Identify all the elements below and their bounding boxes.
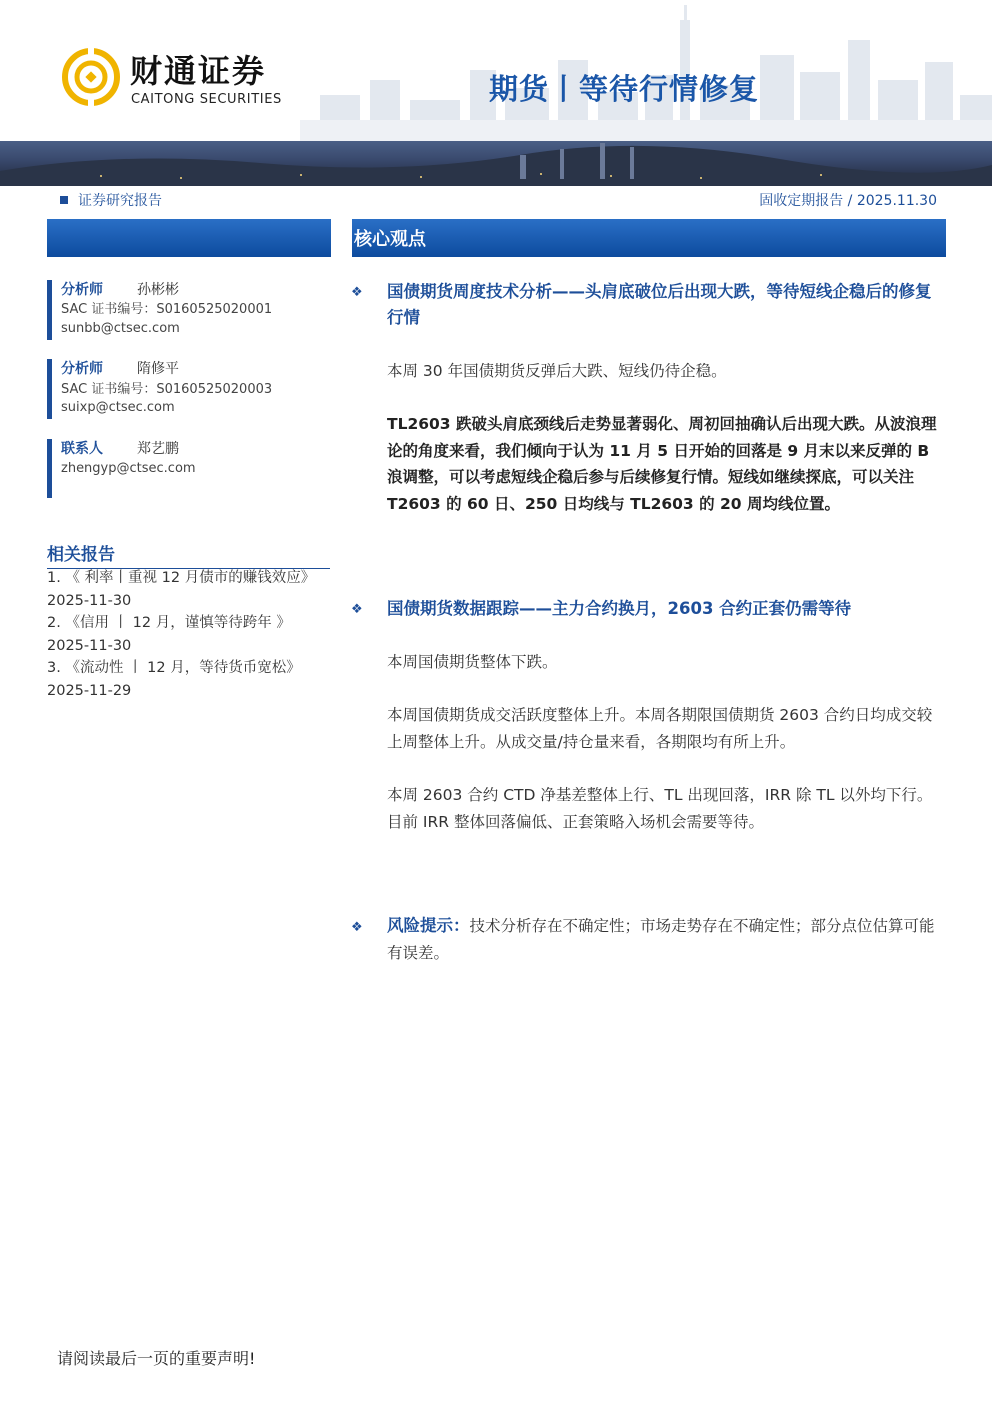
logo-english-name: CAITONG SECURITIES — [131, 92, 282, 107]
contact-role: 联系人 — [61, 441, 103, 457]
paragraph: 本周国债期货整体下跌。 — [387, 653, 558, 671]
section-heading: 国债期货数据跟踪——主力合约换月，2603 合约正套仍需等待 — [387, 599, 852, 618]
contact-email[interactable]: zhengyp@ctsec.com — [61, 461, 196, 476]
core-view-header-bar — [352, 219, 946, 257]
card-stripe — [47, 359, 52, 419]
analyst-role: 分析师 — [61, 282, 103, 298]
diamond-bullet-icon: ❖ — [351, 285, 363, 300]
section-heading: 国债期货周度技术分析——头肩底破位后出现大跌，等待短线企稳后的修复行情 — [387, 282, 932, 327]
analyst-email[interactable]: suixp@ctsec.com — [61, 400, 175, 415]
analyst-role: 分析师 — [61, 361, 103, 377]
analyst-email[interactable]: sunbb@ctsec.com — [61, 321, 180, 336]
logo-chinese-name: 财通证券 — [130, 52, 267, 90]
related-report-link[interactable]: 2. 《信用 丨 12 月，谨慎等待跨年 》 — [47, 615, 291, 631]
card-stripe — [47, 439, 52, 498]
analyst-sac-id: SAC 证书编号：S0160525020003 — [61, 382, 273, 397]
disclaimer-note: 请阅读最后一页的重要声明! — [57, 1349, 256, 1368]
contact-card — [47, 439, 337, 498]
related-report-date: 2025-11-30 — [47, 638, 132, 654]
paragraph: 本周国债期货成交活跃度整体上升。本周各期限国债期货 2603 合约日均成交较上周整体上升。从成交量/持仓量来看，各期限均有所上升。 — [387, 706, 933, 751]
analyst-name: 孙彬彬 — [137, 282, 179, 298]
paragraph: 本周 2603 合约 CTD 净基差整体上行、TL 出现回落，IRR 除 TL 以外均下行。目前 IRR 整体回落偏低、正套策略入场机会需要等待。 — [387, 786, 933, 831]
section-title: 核心观点 — [354, 229, 426, 250]
card-stripe — [47, 280, 52, 340]
caitong-logo-icon — [62, 48, 120, 106]
analyst-name: 隋修平 — [137, 361, 179, 377]
analyst-sac-id: SAC 证书编号：S0160525020001 — [61, 302, 273, 317]
risk-label: 风险提示： — [387, 916, 470, 935]
related-report-date: 2025-11-29 — [47, 683, 132, 699]
related-report-date: 2025-11-30 — [47, 593, 132, 609]
risk-warning — [387, 913, 945, 966]
paragraph-bold: TL2603 跌破头肩底颈线后走势显著弱化、周初回抽确认后出现大跌。从波浪理论的角度来看，我们倾向于认为 11 月 5 日开始的回落是 9 月末以来反弹的 B 浪调整，可以考虑短线企稳后参与后续修复行情。短线如继续探底，可以关注 T2603 的 60 日、250 日均线与 TL2603 的 20 周均线位置。 — [387, 415, 937, 513]
analyst-card — [47, 280, 337, 340]
analyst-card — [47, 359, 337, 419]
contact-name: 郑艺鹏 — [137, 441, 179, 457]
paragraph: 本周 30 年国债期货反弹后大跌、短线仍待企稳。 — [387, 362, 727, 380]
related-report-link[interactable]: 3. 《流动性 丨 12 月，等待货币宽松》 — [47, 660, 301, 676]
diamond-bullet-icon: ❖ — [351, 920, 363, 935]
report-category: 证券研究报告 — [78, 193, 162, 209]
diamond-bullet-icon: ❖ — [351, 602, 363, 617]
related-reports-title: 相关报告 — [47, 545, 115, 565]
bullet-square-icon — [60, 196, 68, 204]
risk-text: 技术分析存在不确定性；市场走势存在不确定性；部分点位估算可能有误差。 — [387, 917, 935, 962]
left-column-header-bar — [47, 219, 331, 257]
related-report-link[interactable]: 1. 《 利率丨重视 12 月债市的赚钱效应》 — [47, 570, 316, 586]
page-title: 期货丨等待行情修复 — [489, 72, 760, 106]
city-photo-strip — [0, 141, 992, 186]
report-type-date: 固收定期报告 / 2025.11.30 — [759, 193, 937, 209]
